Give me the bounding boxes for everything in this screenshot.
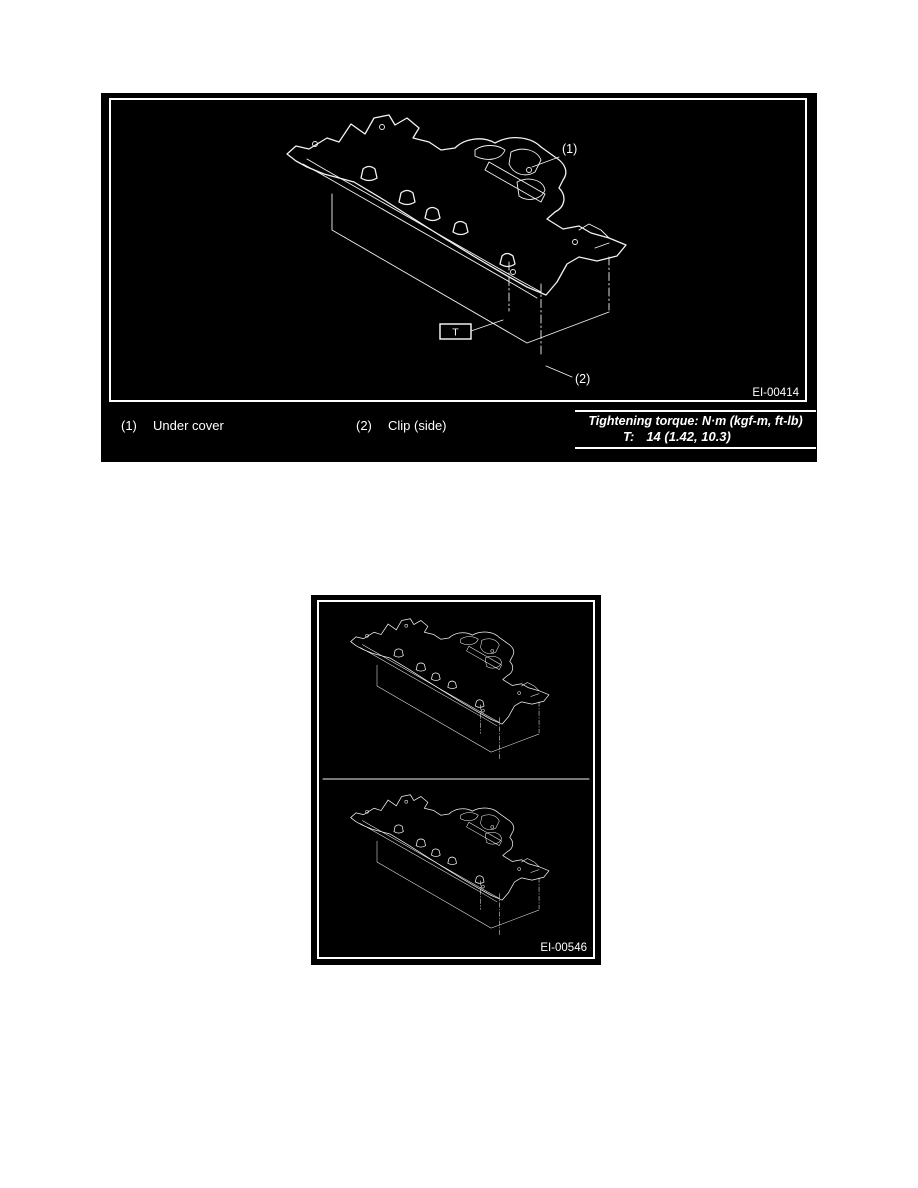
callout-1-leader (532, 157, 559, 167)
torque-marker-leader (471, 320, 503, 331)
under-cover-diagram (111, 100, 805, 400)
figure-under-cover-views (311, 595, 601, 965)
legend-item-2-label: Clip (side) (388, 418, 447, 433)
torque-row-label: T: (623, 429, 635, 444)
torque-value-row (623, 429, 816, 444)
legend-item-1-label: Under cover (153, 418, 224, 433)
figure-code-label: EI-00546 (540, 942, 587, 954)
lower-view-art (351, 795, 549, 943)
under-cover-two-view-diagram (319, 602, 593, 957)
legend-item-1-number: (1) (121, 418, 137, 433)
figure-code-label: EI-00414 (752, 387, 799, 399)
legend-item-2-number: (2) (356, 418, 372, 433)
callout-1-label: (1) (562, 142, 578, 156)
torque-title: Tightening torque: N·m (kgf-m, ft-lb) (588, 414, 803, 428)
callout-2-leader (546, 366, 572, 377)
upper-view-art (351, 619, 549, 767)
callout-2-label: (2) (575, 372, 591, 386)
tightening-torque-box (575, 410, 816, 449)
diagram-frame (109, 98, 807, 402)
torque-row-value: 14 (1.42, 10.3) (646, 429, 731, 444)
diagram-frame (317, 600, 595, 959)
torque-marker-label: T (452, 326, 459, 339)
figure-under-cover-removal (101, 93, 817, 462)
